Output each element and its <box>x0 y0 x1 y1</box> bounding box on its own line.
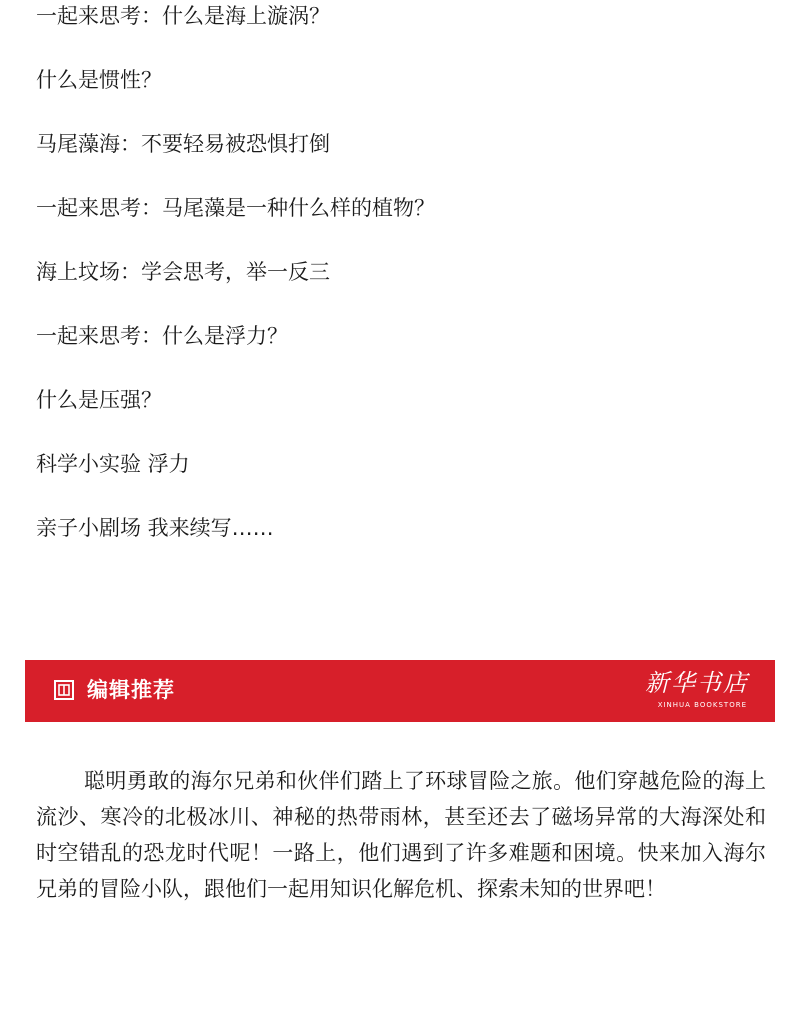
toc-item: 亲子小剧场 我来续写…… <box>36 516 274 540</box>
toc-item: 什么是压强？ <box>36 388 162 412</box>
toc-item: 一起来思考：马尾藻是一种什么样的植物？ <box>36 196 435 220</box>
logo-script: 新华书店 <box>645 669 749 697</box>
toc-item: 科学小实验 浮力 <box>36 452 190 476</box>
toc-item: 海上坟场：学会思考，举一反三 <box>36 260 330 284</box>
toc-item: 什么是惯性？ <box>36 68 162 92</box>
toc-item: 马尾藻海：不要轻易被恐惧打倒 <box>36 132 330 156</box>
section-title: 编辑推荐 <box>87 678 175 702</box>
xinhua-bookstore-logo <box>639 668 749 714</box>
recommendation-paragraph: 聪明勇敢的海尔兄弟和伙伴们踏上了环球冒险之旅。他们穿越危险的海上流沙、寒冷的北极冰川、神秘的热带雨林，甚至还去了磁场异常的大海深处和时空错乱的恐龙时代呢！一路上，他们遇到了许多难题和困境。快来加入海尔兄弟的冒险小队，跟他们一起用知识化解危机、探索未知的世界吧！ <box>36 769 766 901</box>
logo-subtitle: XINHUA BOOKSTORE <box>657 701 747 709</box>
section-banner <box>25 660 775 722</box>
toc-item: 一起来思考：什么是海上漩涡？ <box>36 4 330 28</box>
book-icon <box>53 679 75 701</box>
toc-item: 一起来思考：什么是浮力？ <box>36 324 288 348</box>
